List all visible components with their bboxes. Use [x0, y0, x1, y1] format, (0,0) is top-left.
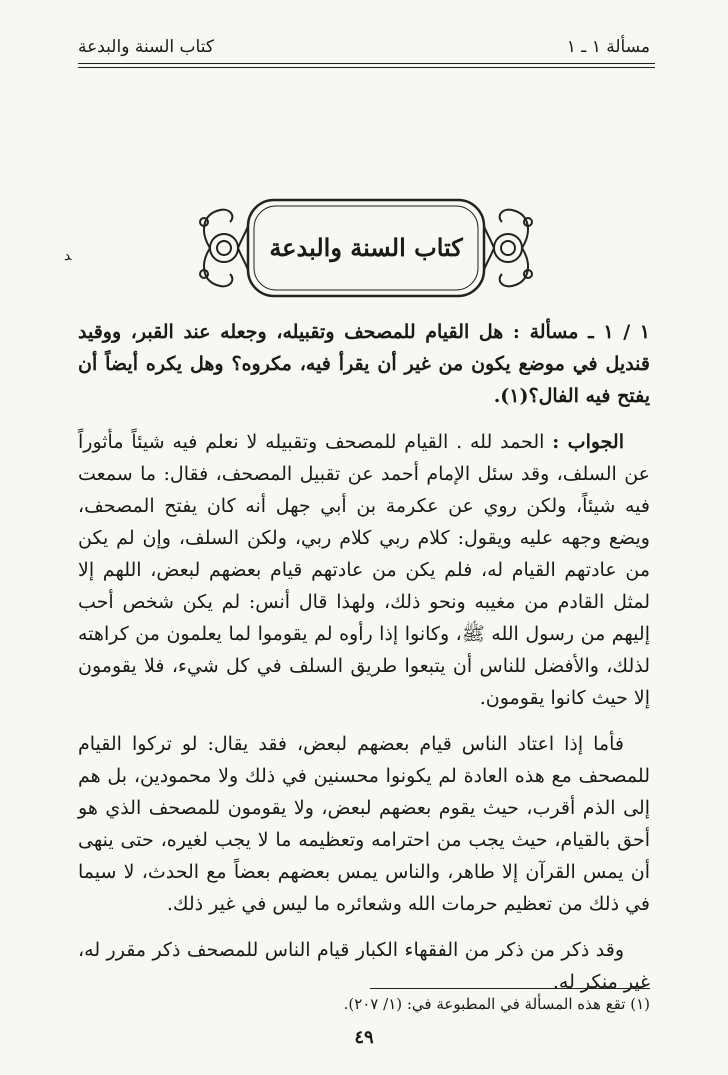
footnote-rule	[370, 988, 650, 989]
question-paragraph	[78, 316, 650, 412]
page-number: ٤٩	[354, 1027, 374, 1048]
header-rule-top	[78, 63, 655, 64]
question-text: هل القيام للمصحف وتقبيله، وجعله عند القبر، ووقيد قنديل في موضع يكون من غير أن يقرأ فيه، مكروه؟ وهل يكره أيضاً أن يفتح فيه الفال؟(١).	[78, 321, 650, 407]
body-paragraph-2: فأما إذا اعتاد الناس قيام بعضهم لبعض، فقد يقال: لو تركوا القيام للمصحف مع هذه العادة لم يكونوا محسنين في ذلك ولا محمودين، بل هم إلى الذم أقرب، حيث يقوم بعضهم لبعض، ولا يقومون للمصحف الذي هو أحق بالقيام، حيث يجب من احترامه وتعظيمه ما لا يجب لغيره، حتى ينهى أن يمس القرآن إلا طاهر، والناس يمس بعضهم بعضاً مع الحدث، لا سيما في ذلك من تعظيم حرمات الله وشعائره ما ليس في غير ذلك.	[78, 733, 650, 915]
header-rule-bottom	[78, 67, 655, 68]
header-issue-number: مسألة ١ ـ ١	[566, 37, 650, 57]
running-header	[78, 34, 650, 60]
header-book-title: كتاب السنة والبدعة	[78, 37, 214, 57]
answer-text: الحمد لله . القيام للمصحف وتقبيله لا نعلم فيه شيئاً مأثوراً عن السلف، وقد سئل الإمام أحمد عن تقبيل المصحف، فقال: ما سمعت فيه شيئاً، ولكن روي عن عكرمة بن أبي جهل أنه كان يفتح المصحف، ويضع وجهه عليه ويقول: كلام ربي كلام ربي، ولكن السلف، وإن لم يكن من عادتهم القيام له، فلم يكن من عادتهم قيام بعضهم لبعض، اللهم إلا لمثل القادم من مغيبه ونحو ذلك، ولهذا قال أنس: لم يكن شخص أحب إليهم من رسول الله ﷺ، وكانوا إذا رأوه لم يقوموا لما يعلمون من كراهته لذلك، والأفضل للناس أن يتبعوا طريق السلف في كل شيء، فلا يقومون إلا حيث كانوا يقومون.	[78, 431, 650, 709]
margin-mark: ﺪ	[64, 248, 72, 264]
answer-paragraph	[78, 426, 650, 714]
body-paragraph-3: وقد ذكر من ذكر من الفقهاء الكبار قيام الناس للمصحف ذكر مقرر له، غير منكر له.	[78, 939, 650, 993]
chapter-title: كتاب السنة والبدعة	[269, 232, 463, 262]
question-label: ١ / ١ ـ مسألة :	[512, 321, 650, 343]
page-body	[78, 316, 650, 1012]
chapter-title-frame	[190, 192, 542, 304]
answer-label: الجواب :	[552, 431, 624, 453]
footnote: (١) تقع هذه المسألة في المطبوعة في: (١/ ٢٠٧).	[343, 995, 650, 1013]
